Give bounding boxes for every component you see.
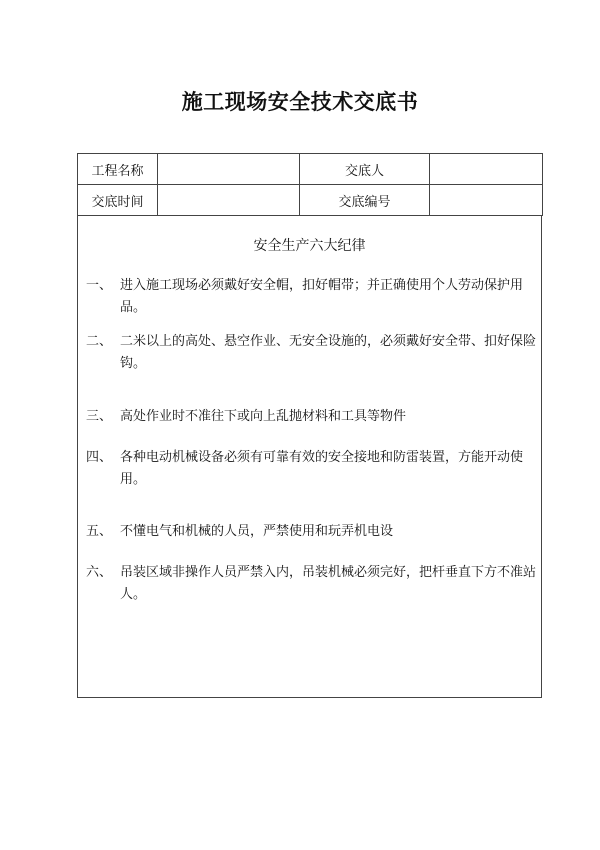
section-heading: 安全生产六大纪律 xyxy=(253,238,366,254)
disclosure-time-field[interactable] xyxy=(158,185,300,216)
content-box xyxy=(77,215,542,698)
rule-item-5 xyxy=(86,521,538,543)
rule-text: 不懂电气和机械的人员，严禁使用和玩弄机电设 xyxy=(120,524,394,539)
disclosure-number-field[interactable] xyxy=(430,185,543,216)
rule-number: 五、 xyxy=(86,524,113,539)
rule-item-6 xyxy=(86,562,538,606)
info-row-2 xyxy=(78,185,543,216)
info-table xyxy=(77,153,543,216)
rule-number: 二、 xyxy=(86,334,113,349)
rule-number: 六、 xyxy=(86,565,113,580)
info-row-1 xyxy=(78,154,543,185)
discloser-label: 交底人 xyxy=(300,154,430,185)
project-name-field[interactable] xyxy=(158,154,300,185)
rule-number: 四、 xyxy=(86,450,113,465)
rule-text: 各种电动机械设备必须有可靠有效的安全接地和防雷装置，方能开动使用。 xyxy=(120,450,524,487)
discloser-field[interactable] xyxy=(430,154,543,185)
rule-text: 二米以上的高处、悬空作业、无安全设施的，必须戴好安全带、扣好保险钩。 xyxy=(120,334,537,371)
disclosure-number-label: 交底编号 xyxy=(300,185,430,216)
rule-item-2 xyxy=(86,331,538,375)
document-title: 施工现场安全技术交底书 xyxy=(181,90,419,114)
rule-number: 三、 xyxy=(86,409,113,424)
rule-number: 一、 xyxy=(86,278,113,293)
rule-item-4 xyxy=(86,447,538,491)
rule-text: 进入施工现场必须戴好安全帽，扣好帽带；并正确使用个人劳动保护用品。 xyxy=(120,278,524,315)
rule-text: 高处作业时不准往下或向上乱抛材料和工具等物件 xyxy=(120,409,407,424)
rule-text: 吊装区域非操作人员严禁入内，吊装机械必须完好，把杆垂直下方不准站人。 xyxy=(120,565,537,602)
rule-item-1 xyxy=(86,275,538,319)
project-name-label: 工程名称 xyxy=(78,154,158,185)
rule-item-3 xyxy=(86,406,538,428)
disclosure-time-label: 交底时间 xyxy=(78,185,158,216)
